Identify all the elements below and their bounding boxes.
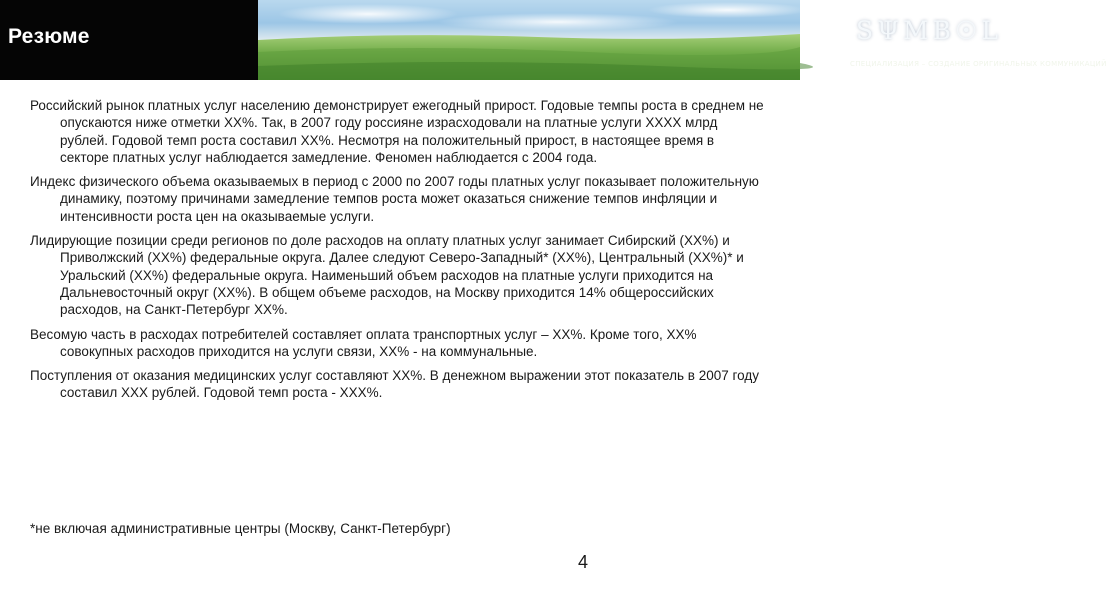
header [0, 0, 1107, 80]
footnote: *не включая административные центры (Москву, Санкт-Петербург) [30, 521, 451, 536]
summary-body [30, 97, 764, 409]
symbol-logo: SΨMB☉L [856, 16, 1003, 45]
paragraph-volume-index: Индекс физического объема оказываемых в период с 2000 по 2007 годы платных услуг показывает положительную динамику, поэтому причинами замедление темпов роста может оказаться снижение темпов инфляции и интенсивности роста цен на оказываемые услуги. [30, 174, 759, 224]
landscape-banner [258, 0, 1107, 80]
paragraph-medical-services: Поступления от оказания медицинских услуг составляют ХХ%. В денежном выражении этот показатель в 2007 году составил ХХХ рублей. Годовой темп роста - ХХХ%. [30, 368, 759, 401]
page-number: 4 [578, 552, 589, 572]
landscape-image [258, 0, 800, 80]
paragraph-transport-share: Весомую часть в расходах потребителей составляет оплата транспортных услуг – ХХ%. Кроме того, ХХ% совокупных расходов приходится на услуги связи, ХХ% - на коммунальные. [30, 326, 697, 359]
paragraph-market-growth: Российский рынок платных услуг населению демонстрирует ежегодный прирост. Годовые темпы роста в среднем не опускаются ниже отметки ХХ%. Так, в 2007 году россияне израсходовали на платные услуги ХХХХ млрд рублей. Годовой темп роста составил ХХ%. Несмотря на положительный прирост, в настоящее время в секторе платных услуг наблюдается замедление. Феномен наблюдается с 2004 года. [30, 98, 764, 165]
logo-tagline: СПЕЦИАЛИЗАЦИЯ – СОЗДАНИЕ ОРИГИНАЛЬНЫХ КОММУНИКАЦИЙ [850, 60, 1107, 68]
slide-title: Резюме [8, 25, 90, 48]
paragraph-regions: Лидирующие позиции среди регионов по доле расходов на оплату платных услуг занимает Сибирский (ХХ%) и Приволжский (ХХ%) федеральные округа. Далее следуют Северо-Западный* (ХХ%), Центральный (ХХ%)* и Уральский (ХХ%) федеральные округа. Наименьший объем расходов на платные услуги приходится на Дальневосточный округ (ХХ%). В общем объеме расходов, на Москву приходится 14% общероссийских расходов, на Санкт-Петербург ХХ%. [30, 233, 744, 318]
title-block [0, 0, 258, 80]
